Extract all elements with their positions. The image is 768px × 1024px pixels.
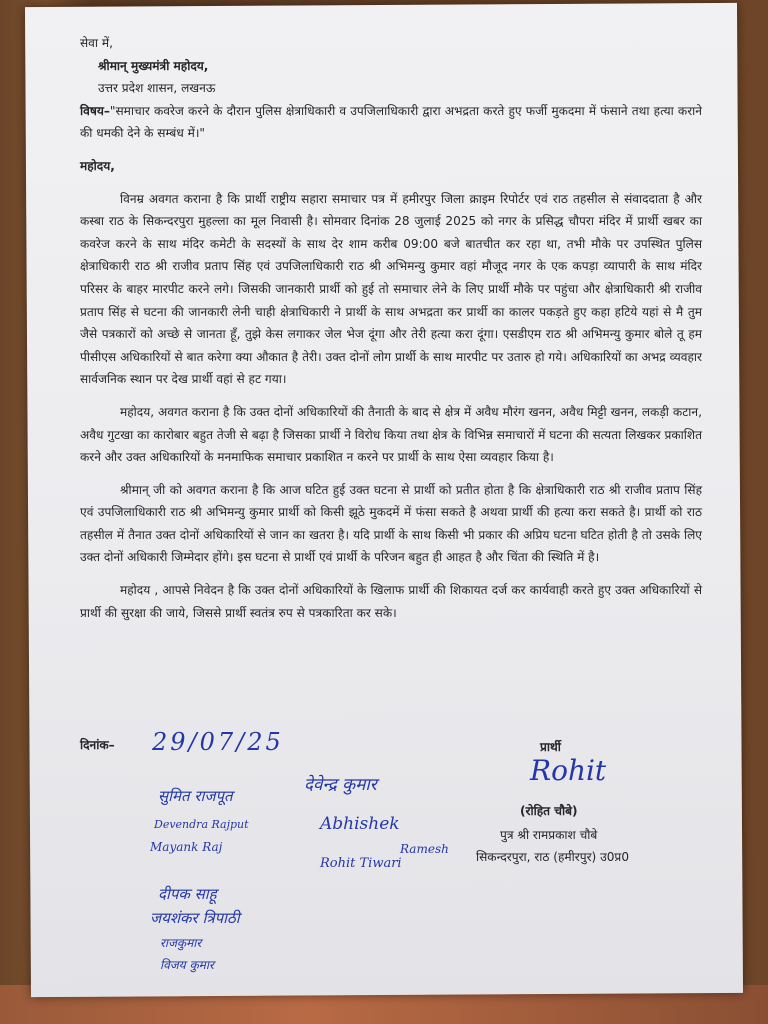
date-label: दिनांक– (80, 738, 115, 752)
witness-signature: Abhishek (320, 814, 400, 834)
witness-signature: जयशंकर त्रिपाठी (150, 909, 240, 927)
to-line: सेवा में, (80, 36, 113, 50)
applicant-signature: Rohit (530, 754, 607, 787)
addressee: श्रीमान् मुख्यमंत्री महोदय, (98, 58, 209, 73)
paragraph-2: महोदय, अवगत कराना है कि उक्त दोनों अधिकारियों की तैनाती के बाद से क्षेत्र में अवैध मौरंग खनन, अवैध मिट्टी खनन, लकड़ी कटान, अवैध गुटखा का कारोबार बहुत तेजी से बढ़ा है जिसका प्रार्थी ने विरोध किया तथा क्षेत्र के विभिन्न समाचारों में घटना की सत्यता लिखकर प्रकाशित करने और उक्त अधिकारियों के मनमाफिक समाचार प्रकाशित न करने पर प्रार्थी के साथ ऐसा व्यवहार किया है। (80, 404, 702, 465)
witness-signature: Mayank Raj (150, 840, 223, 854)
addressee-office: उत्तर प्रदेश शासन, लखनऊ (98, 81, 216, 96)
witness-signature: दीपक साहू (158, 885, 217, 903)
subject (80, 100, 702, 145)
witness-signature: विजय कुमार (160, 958, 214, 972)
applicant-address: सिकन्दरपुरा, राठ (हमीरपुर) उ0प्र0 (476, 850, 630, 864)
applicant-name: (रोहित चौबे) (520, 804, 578, 818)
paragraph-4: महोदय , आपसे निवेदन है कि उक्त दोनों अधिकारियों के खिलाफ प्रार्थी की शिकायत दर्ज कर कार्यवाही करते हुए उक्त अधिकारियों से प्रार्थी की सुरक्षा की जाये, जिससे प्रार्थी स्वतंत्र रुप से पत्रकारिता कर सके। (80, 583, 702, 620)
witness-signature: Rohit Tiwari (320, 856, 402, 871)
witness-signature: Ramesh (400, 842, 449, 856)
paragraph-3: श्रीमान् जी को अवगत कराना है कि आज घटित हुई उक्त घटना से प्रार्थी को प्रतीत होता है कि क्षेत्राधिकारी राठ श्री राजीव प्रताप सिंह एवं उपजिलाधिकारी राठ श्री अभिमन्यु कुमार प्रार्थी को किसी झूठे मुकदमें में फंसा सकते है अथवा प्रार्थी की हत्या करा सकते है। प्रार्थी को राठ तहसील में तैनात उक्त दोनों अधिकारियों से जान का खतरा है। यदि प्रार्थी के साथ किसी भी प्रकार की अप्रिय घटना घटित होती है तो उसके लिए उक्त दोनों अधिकारी जिम्मेदार होंगे। इस घटना से प्रार्थी एवं प्रार्थी के परिजन बहुत ही आहत है और चिंता की स्थिति में है। (80, 482, 702, 565)
letter-body (80, 32, 702, 624)
subject-text: "समाचार कवरेज करने के दौरान पुलिस क्षेत्राधिकारी व उपजिलाधिकारी द्वारा अभद्रता करते हुए फर्जी मुकदमा में फंसाने तथा हत्या कराने की धमकी देने के सम्बंध में।" (80, 103, 702, 141)
applicant-parent: पुत्र श्री रामप्रकाश चौबे (500, 828, 598, 842)
paragraph-1: विनम्र अवगत कराना है कि प्रार्थी राष्ट्रीय सहारा समाचार पत्र में हमीरपुर जिला क्राइम रिपोर्टर एवं राठ तहसील से संवाददाता है और कस्बा राठ के सिकन्दरपुरा मुहल्ला का मूल निवासी है। सोमवार दिनांक 28 जुलाई 2025 को नगर के प्रसिद्ध चौपरा मंदिर में प्रार्थी खबर का कवरेज करने के साथ मंदिर कमेटी के सदस्यों के साथ देर शाम करीब 09:00 बजे बातचीत कर रहा था, तभी मौके पर उपस्थित पुलिस क्षेत्राधिकारी राठ श्री राजीव प्रताप सिंह एवं उपजिलाधिकारी राठ श्री अभिमन्यु कुमार वहां मौजूद नगर के एक कपड़ा व्यापारी के साथ मंदिर परिसर के बाहर मारपीट करने लगे। जिसकी जानकारी प्रार्थी को हुई तो समाचार लेने के लिए प्रार्थी मौके पर पहुंचा और क्षेत्राधिकारी श्री राजीव प्रताप सिंह से घटना की जानकारी लेनी चाही क्षेत्राधिकारी ने प्रार्थी के साथ अभद्रता कर प्रार्थी का कालर पकड़ते हुए कहा हटिये यहां से मै तुम जैसे पत्रकारों को अच्छे से जानता हूँ, तुझे केस लगाकर जेल भेज दूंगा और तेरी हत्या करा दूंगा। एसडीएम राठ श्री अभिमन्यु कुमार बोले तू हम पीसीएस अधिकारियों से बात करेगा क्या औकात है तेरी। उक्त दोनों लोग प्रार्थी के साथ मारपीट पर उतारु हो गये। अधिकारियों का अभद्र व्यवहार सार्वजनिक स्थान पर देख प्रार्थी वहां से हट गया। (80, 191, 702, 387)
date-value: 29/07/25 (152, 728, 284, 756)
applicant-label: प्रार्थी (540, 740, 561, 754)
signature-block (80, 728, 702, 986)
witness-signature: Devendra Rajput (154, 818, 249, 831)
subject-label: विषय– (80, 103, 110, 118)
witness-signature: राजकुमार (160, 936, 202, 950)
witness-signature: सुमित राजपूत (158, 787, 233, 805)
witness-signature: देवेन्द्र कुमार (304, 775, 377, 795)
salutation: महोदय, (80, 158, 115, 173)
